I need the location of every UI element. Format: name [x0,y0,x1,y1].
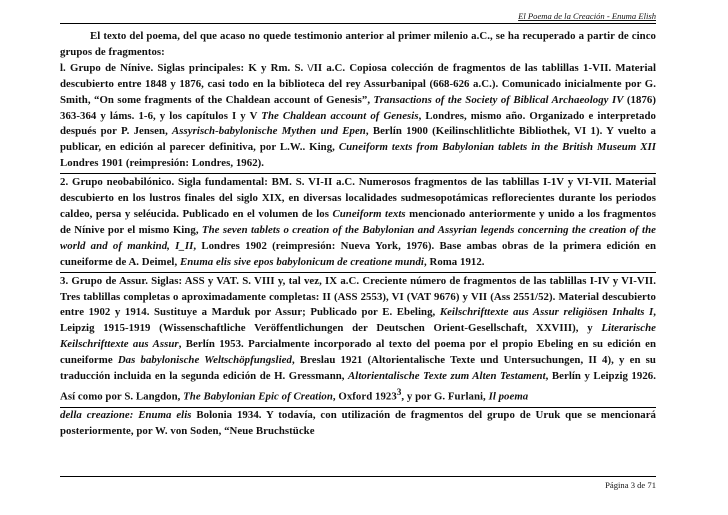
text-run: Bolonia 1934. Y todavía, con utilización de fragmentos del grupo de Uruk que se mencionará posteriormente, por W. von Soden, “Neue Bruchstücke [60,409,656,438]
citation-title: Altorientalische Texte zum Alten Testament [348,370,546,383]
text-run: mencionado anteriormente y unido a los fragmentos de Nínive por el mismo King, [60,207,656,236]
document-body [60,29,656,442]
text-run: , y por G. Furlani, [401,390,489,403]
page-footer [60,476,656,490]
citation-title: The Chaldean account of Genesis [261,109,419,122]
text-run: , Londres, mismo año. Organizado e interpretado después por P. Jensen, [60,109,656,138]
page-number: Página 3 de 71 [605,480,656,490]
group-1-ninive [60,61,656,174]
text-run: , Oxford 1923 [332,390,397,403]
text-run: 2. Grupo neobabilónico. Sigla fundamental: BM. S. VI-II a.C. Numerosos fragmentos de las tablillas I-1V y VI-VII. Material descubierto en los lustros finales del siglo XIX, en diversas localidades sudmesopotámicas reflorecientes durante los periodos caldeo, persa y seléucida. Publicado en el volumen de los [60,176,656,220]
text-run: , Breslau 1921 (Altorientalische Texte und Untersuchungen, II 4), y en su traducción incluida en la segunda edición de H. Gressmann, [60,354,656,383]
continuation-paragraph [60,408,656,441]
citation-title: The seven tablets o creation of the Babylonian and Assyrian legends concerning the creation of the world and of mankind, I_II [60,223,656,252]
group-2-neobabilonico [60,175,656,272]
page-header [60,11,656,24]
text-run: 3. Grupo de Assur. Siglas: ASS y VAT. S. VIII y, tal vez, IX a.C. Creciente número de fragmentos de las tablillas I-IV y VI-VII. Tres tablillas completas o aproximadamente completas: II (ASS 2553), VI (VAT 9676) y VII (Ass 2551/52). Material descubierto entre 1902 y 1914. Sustituye a Marduk por Assur; Publicado por E. Ebeling, [60,274,656,319]
citation-title: Assyrisch-babylonische Mythen und Epen [172,125,366,138]
text-run: , Londres 1902 (reimpresión: Nueva York, 1976). Base ambas obras de la primera edición en cuneiforme de A. Deimel, [60,239,656,268]
group-3-assur [60,274,656,409]
text-run: , Berlín 1900 (Keilinschlitlichte Bibliothek, VI 1). Y vuelto a publicar, en edición al parecer definitiva, por L.W.. King, [60,125,656,154]
citation-title: Cuneiform texts [332,207,406,220]
text-run: Londres 1901 (reimpresión: Londres, 1962). [60,157,265,170]
superscript: 3 [396,386,402,397]
citation-title: Keilschrifttexte aus Assur religiösen Inhalts I [439,306,654,319]
intro-paragraph: El texto del poema, del que acaso no quede testimonio anterior al primer milenio a.C., se ha recuperado a partir de cinco grupos de fragmentos: [60,30,656,58]
citation-title: Literarische Keilschrifttexte aus Assur [60,322,656,351]
text-run: , Berlín 1953. Parcialmente incorporado al texto del poema por el propio Ebeling en su edición en cuneiforme [60,338,656,367]
citation-title: Das babylonische Weltschöpfungslied [117,354,292,367]
document-title: El Poema de la Creación - Enuma Elish [518,11,656,21]
citation-title: Enuma elis sive epos babylonicum de creatione mundi [179,255,424,268]
text-run: (1876) 363-364 y láms. 1-6, y los capítulos I y V [60,93,656,122]
text-run: l. Grupo de Nínive. Siglas principales: K y Rm. S. \/II a.C. Copiosa colección de fragmentos de las tablillas 1-VII. Material descubierto entre 1848 y 1876, casi todo en la biblioteca del rey Assurbanipal (668-626 a.C.). Comunicado inicialmente por G. Smith, “On some fragments of the Chaldean account of Genesis”, [60,61,656,106]
citation-title: Transactions of the Society of Biblical Archaeology IV [373,93,624,106]
text-run: , Roma 1912. [423,255,485,268]
text-run: , Leipzig 1915-1919 (Wissenschaftliche Veröffentlichungen der Deutschen Orient-Gesellschaft, XXVIII), y [60,306,657,335]
citation-title: della creazione: Enuma elis [60,409,192,422]
text-run: , Berlín y Leipzig 1926. Así como por S. Langdon, [60,370,656,403]
citation-title: Cuneiform texts from Babylonian tablets in the British Museum XII [338,141,656,154]
citation-title: The Babylonian Epic of Creation [183,390,333,403]
citation-title: Il poema [488,390,529,403]
